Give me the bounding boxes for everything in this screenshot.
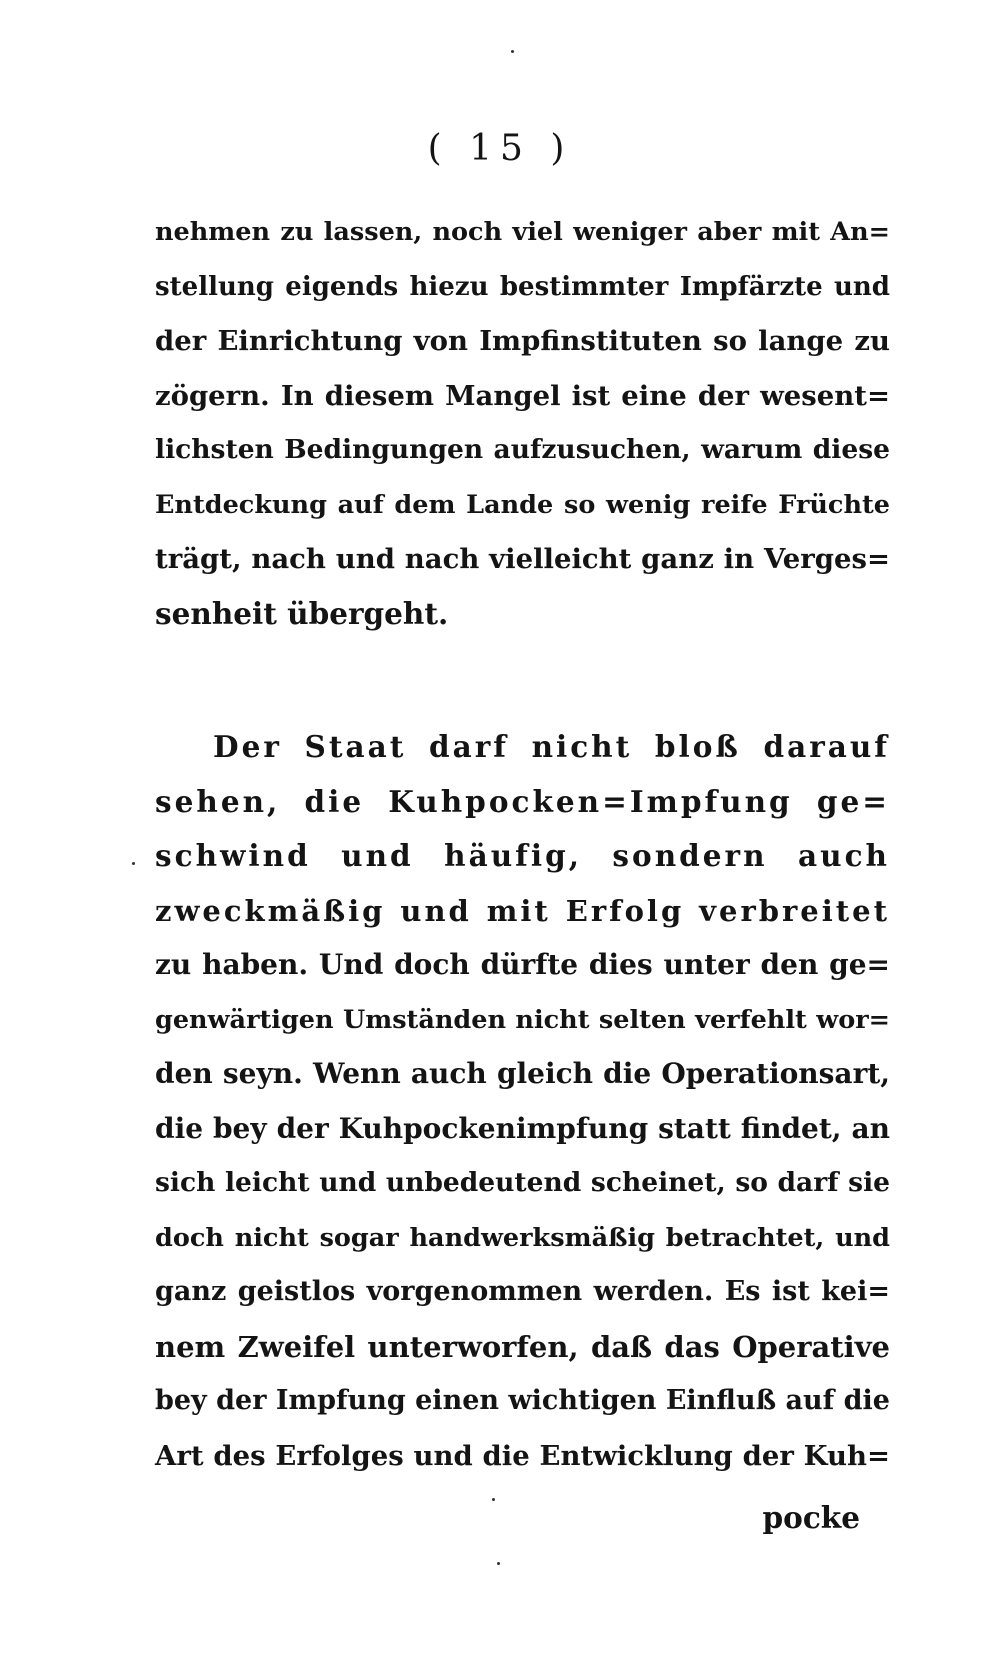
text-line: doch nicht sogar handwerksmäßig betrachtet, und xyxy=(155,1222,890,1253)
text-line: bey der Impfung einen wichtigen Einfluß auf die xyxy=(155,1385,890,1416)
text-line: stellung eigends hiezu bestimmter Impfärzte und xyxy=(155,271,890,302)
paper-speck xyxy=(511,50,514,53)
paper-speck xyxy=(492,1498,495,1501)
catchword: pocke xyxy=(762,1500,860,1535)
paper-speck xyxy=(132,862,135,865)
text-line: den seyn. Wenn auch gleich die Operationsart, xyxy=(155,1057,890,1090)
text-line: die bey der Kuhpockenimpfung statt findet, an xyxy=(155,1111,890,1145)
page-number: ( 15 ) xyxy=(427,128,573,169)
text-line: Entdeckung auf dem Lande so wenig reife Früchte xyxy=(155,489,890,520)
paper-speck xyxy=(497,1562,500,1565)
text-line: Art des Erfolges und die Entwicklung der Kuh= xyxy=(155,1439,890,1472)
text-line: lichsten Bedingungen aufzusuchen, warum diese xyxy=(155,434,890,465)
text-line: genwärtigen Umständen nicht selten verfehlt wor= xyxy=(155,1004,890,1035)
text-line: nehmen zu lassen, noch viel weniger aber mit An= xyxy=(155,217,890,247)
text-line: der Einrichtung von Impfinstituten so lange zu xyxy=(155,325,890,357)
text-line: ganz geistlos vorgenommen werden. Es ist kei= xyxy=(155,1276,890,1307)
text-line: Der Staat darf nicht bloß darauf xyxy=(213,729,890,764)
text-line: zu haben. Und doch dürfte dies unter den ge= xyxy=(155,948,890,981)
text-line: trägt, nach und nach vielleicht ganz in Verges= xyxy=(155,543,890,575)
text-line: senheit übergeht. xyxy=(155,595,449,631)
text-line: sich leicht und unbedeutend scheinet, so darf sie xyxy=(155,1167,890,1198)
text-line: zweckmäßig und mit Erfolg verbreitet xyxy=(155,893,890,928)
text-line: sehen, die Kuhpocken=Impfung ge= xyxy=(155,783,890,819)
paragraph-2 xyxy=(155,720,890,1483)
paragraph-1 xyxy=(155,205,890,641)
text-line: schwind und häufig, sondern auch xyxy=(155,838,890,873)
text-line: nem Zweifel unterworfen, daß das Operative xyxy=(155,1329,890,1364)
text-line: zögern. In diesem Mangel ist eine der wesent= xyxy=(155,379,890,412)
